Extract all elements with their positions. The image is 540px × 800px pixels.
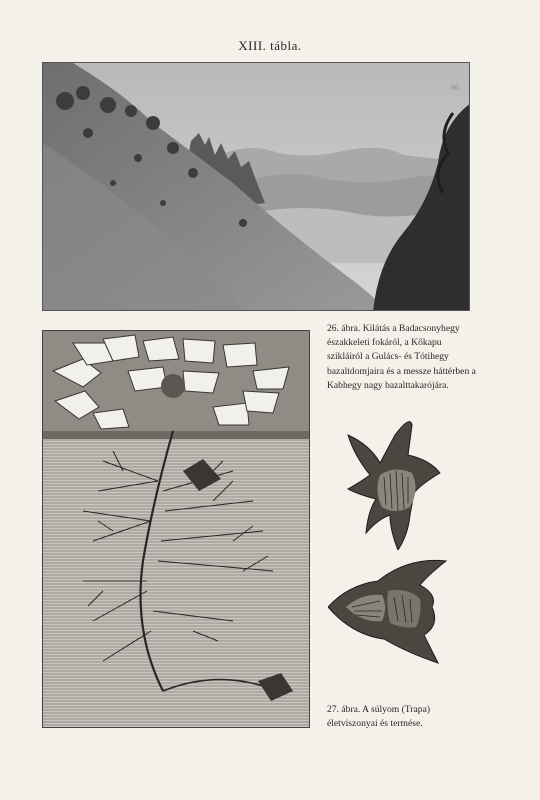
margin-note: 86 bbox=[451, 83, 459, 92]
figure-27-caption: 27. ábra. A súlyom (Trapa) életviszonyai és termése. bbox=[327, 704, 431, 730]
figure-26-caption: 26. ábra. Kilátás a Badacsonyhegy északkeleti fokáról, a Kőkapu szikláiról a Gulács- és Tótihegy bazaltdomjaira és a messze háttérben a Kabhegy nagy bazalttakarójára. bbox=[327, 323, 476, 391]
caltrop-nut-bottom bbox=[328, 555, 450, 665]
caltrop-nut-top bbox=[340, 415, 450, 550]
plate-title: XIII. tábla. bbox=[238, 38, 302, 53]
water-caltrop-engraving bbox=[42, 330, 310, 728]
landscape-photo bbox=[42, 62, 470, 311]
